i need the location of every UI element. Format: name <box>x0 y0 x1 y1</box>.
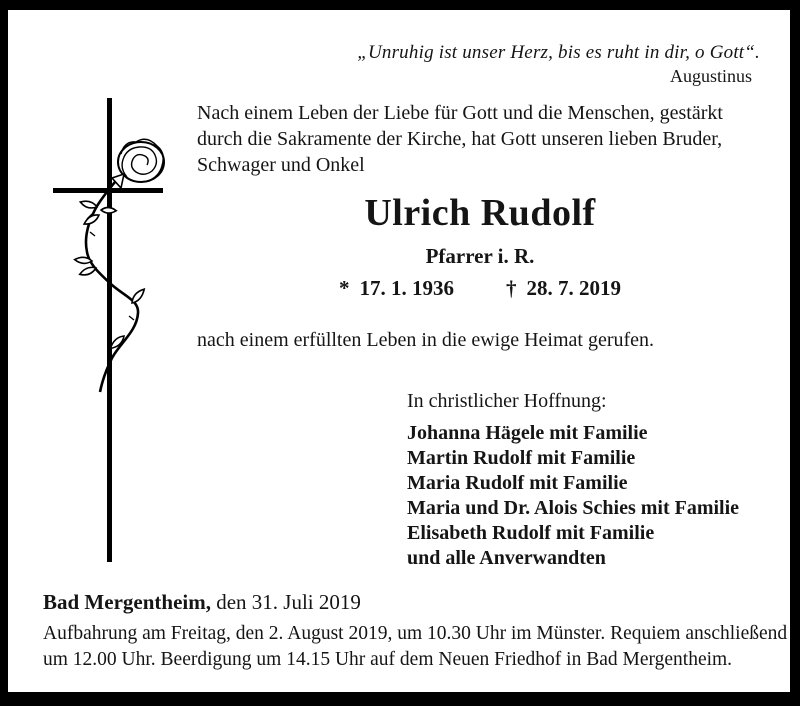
quote-text: „Unruhig ist unser Herz, bis es ruht in dir, o Gott“. <box>357 42 760 63</box>
died-dagger-symbol: † <box>506 276 517 300</box>
born-star-symbol: * <box>339 276 350 300</box>
quote-attribution: Augustinus <box>669 66 752 86</box>
mourner-name: Elisabeth Rudolf mit Familie <box>407 522 655 544</box>
intro-line: durch die Sakramente der Kirche, hat Gott unseren lieben Bruder, <box>197 128 723 150</box>
frame-border-right <box>790 0 800 706</box>
death-date: 28. 7. 2019 <box>526 276 621 300</box>
place-name: Bad Mergentheim, <box>43 590 211 614</box>
cross-rose-illustration <box>40 90 180 570</box>
mourner-name: und alle Anverwandten <box>407 547 606 569</box>
funeral-line: Aufbahrung am Freitag, den 2. August 2019, um 10.30 Uhr im Münster. Requiem anschließend <box>43 623 788 644</box>
frame-border-left <box>0 0 8 706</box>
rose-icon <box>112 139 164 188</box>
mourner-name: Johanna Hägele mit Familie <box>407 422 648 444</box>
intro-line: Nach einem Leben der Liebe für Gott und die Menschen, gestärkt <box>197 102 723 124</box>
funeral-line: um 12.00 Uhr. Beerdigung um 14.15 Uhr auf dem Neuen Friedhof in Bad Mergentheim. <box>43 649 733 670</box>
frame-border-bottom <box>0 692 800 706</box>
notice-date: den 31. Juli 2019 <box>210 590 361 614</box>
mourner-name: Martin Rudolf mit Familie <box>407 447 636 469</box>
frame-border-top <box>0 0 800 10</box>
called-home-text: nach einem erfüllten Leben in die ewige Heimat gerufen. <box>197 329 655 351</box>
birth-date: 17. 1. 1936 <box>359 276 454 300</box>
life-dates <box>197 276 763 301</box>
place-date-line <box>43 590 361 615</box>
mourners-heading: In christlicher Hoffnung: <box>407 390 607 412</box>
mourner-name: Maria Rudolf mit Familie <box>407 472 628 494</box>
deceased-name: Ulrich Rudolf <box>364 192 596 234</box>
rose-stem <box>86 182 138 392</box>
intro-paragraph <box>197 100 723 178</box>
birth-date-item <box>339 276 454 301</box>
funeral-details <box>43 621 787 673</box>
mourners-list <box>407 421 739 571</box>
opening-quote-block <box>357 42 760 87</box>
deceased-title: Pfarrer i. R. <box>425 244 535 268</box>
intro-line: Schwager und Onkel <box>197 154 365 176</box>
mourner-name: Maria und Dr. Alois Schies mit Familie <box>407 497 740 519</box>
death-date-item <box>506 276 621 301</box>
